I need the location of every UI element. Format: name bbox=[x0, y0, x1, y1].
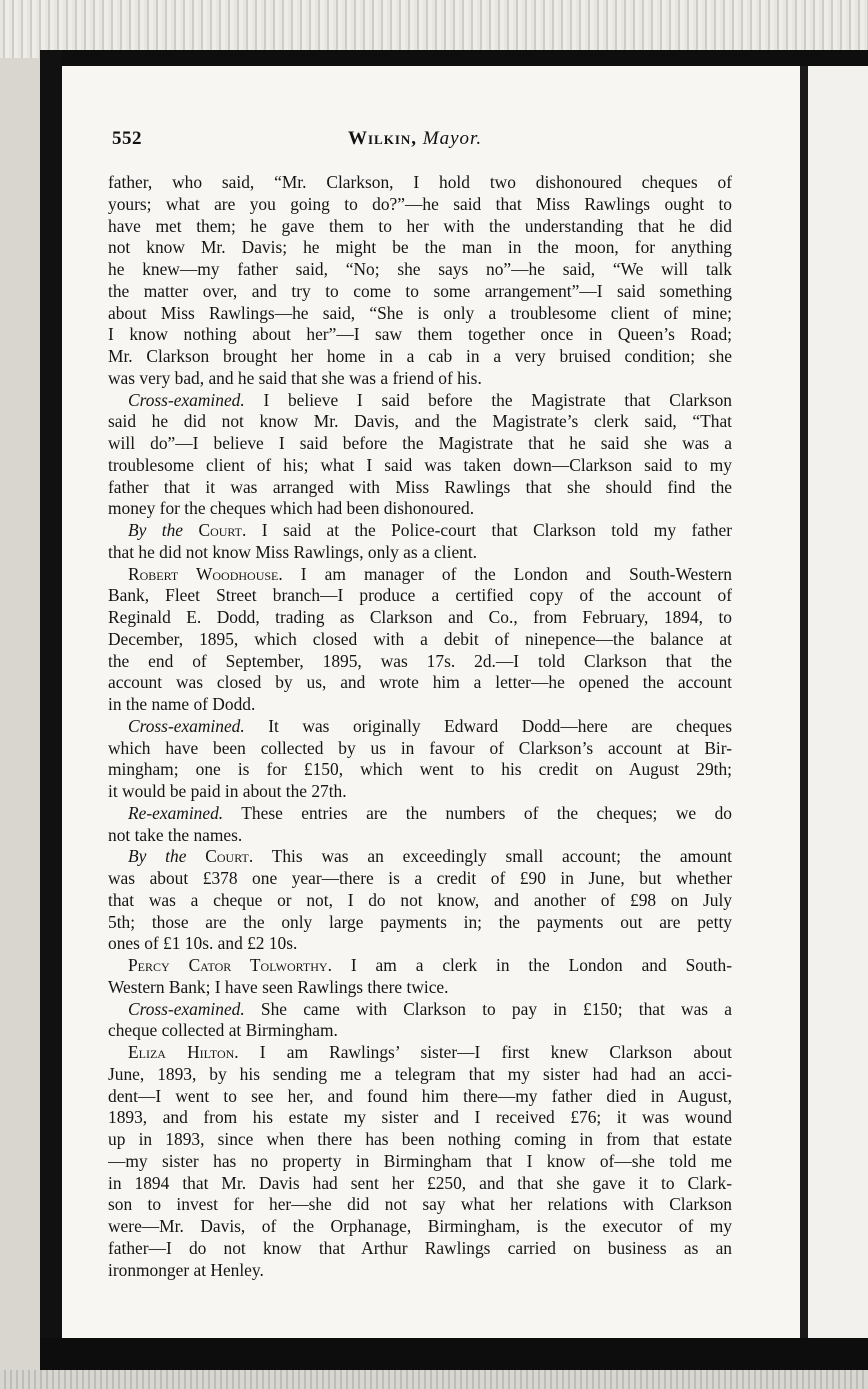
adjacent-page-edge bbox=[808, 66, 868, 1338]
line-text: yours; what are you going to do?”—he said that Miss Rawlings ought to bbox=[108, 193, 732, 214]
line-text: money for the cheques which had been dishonoured. bbox=[108, 498, 475, 519]
text-line bbox=[108, 1260, 732, 1282]
line-text: These entries are the numbers of the cheques; we do bbox=[223, 802, 732, 823]
text-line bbox=[108, 1216, 732, 1238]
text-line bbox=[108, 411, 732, 433]
line-text: will do”—I believe I said before the Magistrate that he said she was a bbox=[108, 433, 732, 453]
text-line bbox=[108, 694, 732, 716]
page-gutter bbox=[800, 66, 808, 1338]
line-text: account was closed by us, and wrote him a letter—he opened the account bbox=[108, 672, 732, 693]
text-line bbox=[108, 825, 732, 847]
text-line bbox=[108, 1086, 732, 1108]
text-line bbox=[108, 781, 732, 803]
line-text: which have been collected by us in favour of Clarkson’s account at Bir- bbox=[108, 737, 732, 758]
text-line bbox=[108, 651, 732, 673]
line-text: were—Mr. Davis, of the Orphanage, Birmingham, is the executor of my bbox=[108, 1216, 732, 1236]
line-text: 1893, and from his estate my sister and I received £76; it was wound bbox=[108, 1107, 732, 1128]
line-text: cheque collected at Birmingham. bbox=[108, 1020, 338, 1041]
line-text: It was originally Edward Dodd—here are cheques bbox=[244, 715, 732, 736]
page-header bbox=[112, 128, 732, 158]
examination-label: Re-examined. bbox=[128, 802, 224, 823]
text-line bbox=[108, 1194, 732, 1216]
line-text: ones of £1 10s. and £2 10s. bbox=[108, 933, 298, 954]
line-text: that was a cheque or not, I do not know, and another of £98 on July bbox=[108, 889, 732, 910]
line-text: father—I do not know that Arthur Rawlings carried on business as an bbox=[108, 1237, 732, 1258]
line-text: Mr. Clarkson brought her home in a cab in a very bruised condition; she bbox=[108, 346, 732, 366]
examination-label: By the bbox=[128, 846, 187, 867]
text-line bbox=[108, 390, 732, 412]
text-line bbox=[108, 172, 732, 194]
text-line bbox=[108, 933, 732, 955]
line-text: She came with Clarkson to pay in £150; that was a bbox=[244, 998, 732, 1019]
line-text: it would be paid in about the 27th. bbox=[108, 781, 347, 801]
text-line bbox=[108, 716, 732, 738]
line-text: This was an exceedingly small account; the amount bbox=[253, 846, 732, 867]
line-text: father that it was arranged with Miss Rawlings that she should find the bbox=[108, 476, 732, 497]
text-line bbox=[108, 672, 732, 694]
text-line bbox=[108, 520, 732, 542]
text-line bbox=[108, 542, 732, 564]
line-text: June, 1893, by his sending me a telegram that my sister had had an acci- bbox=[108, 1063, 732, 1084]
line-text: I believe I said before the Magistrate that Clarkson bbox=[244, 389, 732, 410]
examination-label: Cross-examined. bbox=[128, 389, 245, 410]
text-line bbox=[108, 281, 732, 303]
line-text: ironmonger at Henley. bbox=[108, 1259, 264, 1280]
line-text: December, 1895, which closed with a debit of ninepence—the balance at bbox=[108, 628, 732, 649]
text-line bbox=[108, 194, 732, 216]
text-line bbox=[108, 477, 732, 499]
text-line bbox=[108, 1064, 732, 1086]
text-line bbox=[108, 912, 732, 934]
speaker-name: Robert Woodhouse. bbox=[128, 563, 283, 584]
line-text: troublesome client of his; what I said was taken down—Clarkson said to my bbox=[108, 454, 732, 475]
text-line bbox=[108, 259, 732, 281]
line-text: father, who said, “Mr. Clarkson, I hold two dishonoured cheques of bbox=[108, 172, 732, 192]
text-line bbox=[108, 1151, 732, 1173]
line-text: son to invest for her—she did not say what her relations with Clarkson bbox=[108, 1194, 732, 1215]
text-line bbox=[108, 433, 732, 455]
text-line bbox=[108, 346, 732, 368]
text-line bbox=[108, 1020, 732, 1042]
speaker-name: Court. bbox=[183, 520, 247, 540]
text-line bbox=[108, 455, 732, 477]
text-line bbox=[108, 977, 732, 999]
text-line bbox=[108, 216, 732, 238]
examination-label: Cross-examined. bbox=[128, 715, 245, 736]
line-text: I am Rawlings’ sister—I first knew Clarkson about bbox=[238, 1042, 732, 1062]
line-text: not take the names. bbox=[108, 824, 243, 845]
speaker-name: Court. bbox=[186, 846, 254, 867]
line-text: Western Bank; I have seen Rawlings there twice. bbox=[108, 976, 449, 997]
text-line bbox=[108, 607, 732, 629]
line-text: I know nothing about her”—I saw them together once in Queen’s Road; bbox=[108, 324, 732, 345]
text-line bbox=[108, 1129, 732, 1151]
text-line bbox=[108, 498, 732, 520]
line-text: I said at the Police-court that Clarkson told my father bbox=[246, 520, 732, 540]
examination-label: Cross-examined. bbox=[128, 998, 245, 1019]
text-line bbox=[108, 890, 732, 912]
text-line bbox=[108, 1042, 732, 1064]
line-text: in 1894 that Mr. Davis had sent her £250, and that she gave it to Clark- bbox=[108, 1172, 732, 1193]
page-number: 552 bbox=[112, 128, 142, 149]
text-line bbox=[108, 564, 732, 586]
line-text: up in 1893, since when there has been nothing coming in from that estate bbox=[108, 1129, 732, 1149]
text-line bbox=[108, 237, 732, 259]
text-line bbox=[108, 1173, 732, 1195]
line-text: have met them; he gave them to her with the understanding that he did bbox=[108, 215, 732, 236]
examination-label: By the bbox=[128, 520, 184, 540]
speaker-name: Percy Cator Tolworthy. bbox=[128, 955, 332, 975]
line-text: that he did not know Miss Rawlings, only as a client. bbox=[108, 541, 478, 562]
line-text: the matter over, and try to come to some arrangement”—I said something bbox=[108, 280, 732, 301]
text-line bbox=[108, 324, 732, 346]
text-line bbox=[108, 1107, 732, 1129]
line-text: was about £378 one year—there is a credit of £90 in June, but whether bbox=[108, 868, 732, 888]
scan-border-left bbox=[40, 50, 62, 1350]
text-line bbox=[108, 303, 732, 325]
line-text: Bank, Fleet Street branch—I produce a certified copy of the account of bbox=[108, 585, 732, 606]
running-head-title: Mayor. bbox=[422, 128, 483, 149]
text-line bbox=[108, 368, 732, 390]
line-text: not know Mr. Davis; he might be the man in the moon, for anything bbox=[108, 237, 732, 258]
text-line bbox=[108, 846, 732, 868]
running-head-name: Wilkin, bbox=[348, 128, 418, 149]
line-text: dent—I went to see her, and found him there—my father died in August, bbox=[108, 1085, 732, 1106]
page-body-text bbox=[108, 172, 732, 1281]
scan-bottom-edge bbox=[0, 1370, 868, 1389]
text-line bbox=[108, 738, 732, 760]
text-line bbox=[108, 868, 732, 890]
line-text: the end of September, 1895, was 17s. 2d.—I told Clarkson that the bbox=[108, 650, 732, 671]
line-text: I am a clerk in the London and South- bbox=[331, 955, 732, 975]
text-line bbox=[108, 803, 732, 825]
line-text: about Miss Rawlings—he said, “She is only a troublesome client of mine; bbox=[108, 302, 732, 323]
line-text: —my sister has no property in Birmingham that I know of—she told me bbox=[108, 1150, 732, 1171]
text-line bbox=[108, 955, 732, 977]
line-text: I am manager of the London and South-Western bbox=[282, 563, 732, 584]
text-line bbox=[108, 999, 732, 1021]
text-line bbox=[108, 1238, 732, 1260]
line-text: he knew—my father said, “No; she says no”—he said, “We will talk bbox=[108, 259, 732, 279]
line-text: mingham; one is for £150, which went to his credit on August 29th; bbox=[108, 759, 732, 780]
speaker-name: Eliza Hilton. bbox=[128, 1042, 239, 1062]
line-text: in the name of Dodd. bbox=[108, 694, 256, 714]
line-text: 5th; those are the only large payments in; the payments out are petty bbox=[108, 911, 732, 932]
text-line bbox=[108, 759, 732, 781]
line-text: Reginald E. Dodd, trading as Clarkson and Co., from February, 1894, to bbox=[108, 607, 732, 627]
line-text: said he did not know Mr. Davis, and the Magistrate’s clerk said, “That bbox=[108, 411, 732, 432]
line-text: was very bad, and he said that she was a friend of his. bbox=[108, 367, 482, 388]
running-head bbox=[348, 128, 482, 150]
text-line bbox=[108, 629, 732, 651]
text-line bbox=[108, 585, 732, 607]
